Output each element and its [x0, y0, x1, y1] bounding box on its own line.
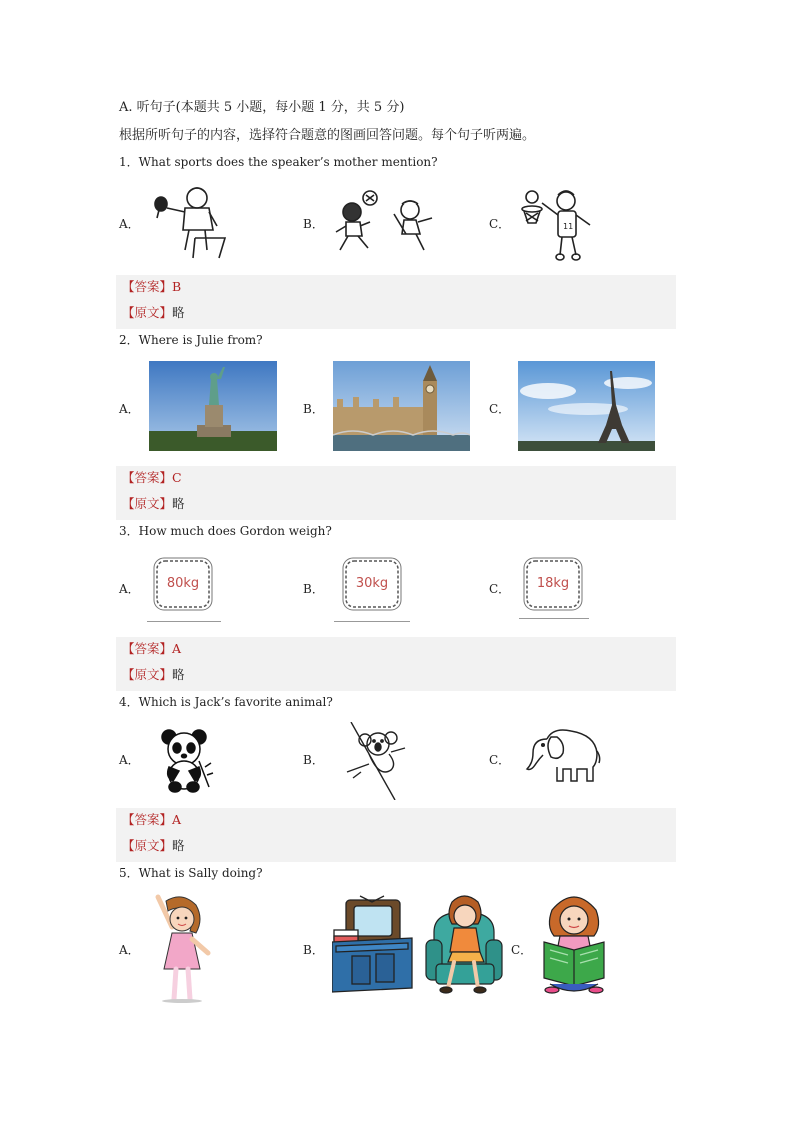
option-label-b: B． — [303, 402, 324, 416]
statue-of-liberty-photo — [149, 361, 277, 451]
source-value: 略 — [172, 667, 185, 682]
source-row — [122, 303, 185, 321]
answer-box-4 — [116, 808, 676, 862]
option-label-a: A． — [119, 753, 140, 767]
underline — [334, 621, 410, 622]
answer-value: A — [172, 641, 182, 656]
source-tag: 【原文】 — [122, 838, 173, 853]
question-number: 3． — [119, 524, 139, 538]
girl-reading-image — [538, 892, 610, 1002]
answer-row — [122, 639, 181, 657]
eiffel-tower-photo — [518, 361, 655, 451]
question-text: How much does Gordon weigh? — [138, 524, 332, 538]
option-label-c: C． — [489, 753, 511, 767]
option-label-b: B． — [303, 753, 324, 767]
weight-card-80kg — [151, 555, 215, 613]
question-2 — [119, 331, 263, 348]
source-row — [122, 836, 185, 854]
source-value: 略 — [172, 838, 185, 853]
underline — [519, 618, 589, 619]
ping-pong-player-image — [145, 182, 227, 262]
option-label-b: B． — [303, 217, 324, 231]
question-number: 2． — [119, 333, 139, 347]
weight-card-18kg — [521, 555, 585, 613]
answer-value: A — [172, 812, 182, 827]
option-label-a: A． — [119, 217, 140, 231]
question-number: 1． — [119, 155, 139, 169]
option-label-a: A． — [119, 402, 140, 416]
question-5 — [119, 864, 263, 881]
answer-value: B — [172, 279, 182, 294]
answer-box-3 — [116, 637, 676, 691]
big-ben-photo — [333, 361, 470, 451]
source-tag: 【原文】 — [122, 496, 173, 511]
panda-image — [155, 727, 215, 793]
option-label-c: C． — [489, 217, 511, 231]
option-label-c: C． — [511, 943, 533, 957]
answer-row — [122, 468, 182, 486]
question-text: What sports does the speaker’s mother mention? — [138, 155, 438, 169]
source-row — [122, 494, 185, 512]
question-4 — [119, 693, 333, 710]
option-label-c: C． — [489, 582, 511, 596]
girl-watching-tv-image — [422, 892, 508, 996]
section-instruction: 根据所听句子的内容，选择符合题意的图画回答问题。每个句子听两遍。 — [119, 128, 536, 143]
option-label-b: B． — [303, 582, 324, 596]
answer-box-1 — [116, 275, 676, 329]
source-value: 略 — [172, 305, 185, 320]
answer-tag: 【答案】 — [122, 470, 173, 485]
question-text: Where is Julie from? — [138, 333, 263, 347]
option-label-b: B． — [303, 943, 324, 957]
answer-tag: 【答案】 — [122, 279, 173, 294]
answer-row — [122, 810, 181, 828]
answer-box-2 — [116, 466, 676, 520]
question-number: 5． — [119, 866, 139, 880]
answer-tag: 【答案】 — [122, 812, 173, 827]
weight-value: 30kg — [355, 576, 389, 591]
answer-row — [122, 277, 181, 295]
underline — [147, 621, 221, 622]
source-tag: 【原文】 — [122, 667, 173, 682]
answer-value: C — [172, 470, 182, 485]
basketball-player-image — [518, 183, 600, 263]
football-players-image — [330, 186, 440, 254]
option-label-a: A． — [119, 943, 140, 957]
option-label-a: A． — [119, 582, 140, 596]
source-tag: 【原文】 — [122, 305, 173, 320]
option-label-c: C． — [489, 402, 511, 416]
question-1 — [119, 153, 438, 170]
dancing-girl-image — [144, 893, 216, 1005]
svg-text:11: 11 — [563, 222, 574, 231]
source-value: 略 — [172, 496, 185, 511]
weight-value: 80kg — [166, 576, 200, 591]
question-text: What is Sally doing? — [138, 866, 263, 880]
answer-tag: 【答案】 — [122, 641, 173, 656]
section-title: A. 听句子(本题共 5 小题，每小题 1 分，共 5 分) — [119, 100, 405, 115]
question-text: Which is Jack’s favorite animal? — [138, 695, 333, 709]
question-number: 4． — [119, 695, 139, 709]
question-3 — [119, 522, 332, 539]
source-row — [122, 665, 185, 683]
elephant-image — [525, 725, 601, 783]
weight-card-30kg — [340, 555, 404, 613]
tv-on-cabinet-image — [332, 894, 414, 994]
koala-image — [343, 722, 413, 800]
weight-value: 18kg — [536, 576, 570, 591]
